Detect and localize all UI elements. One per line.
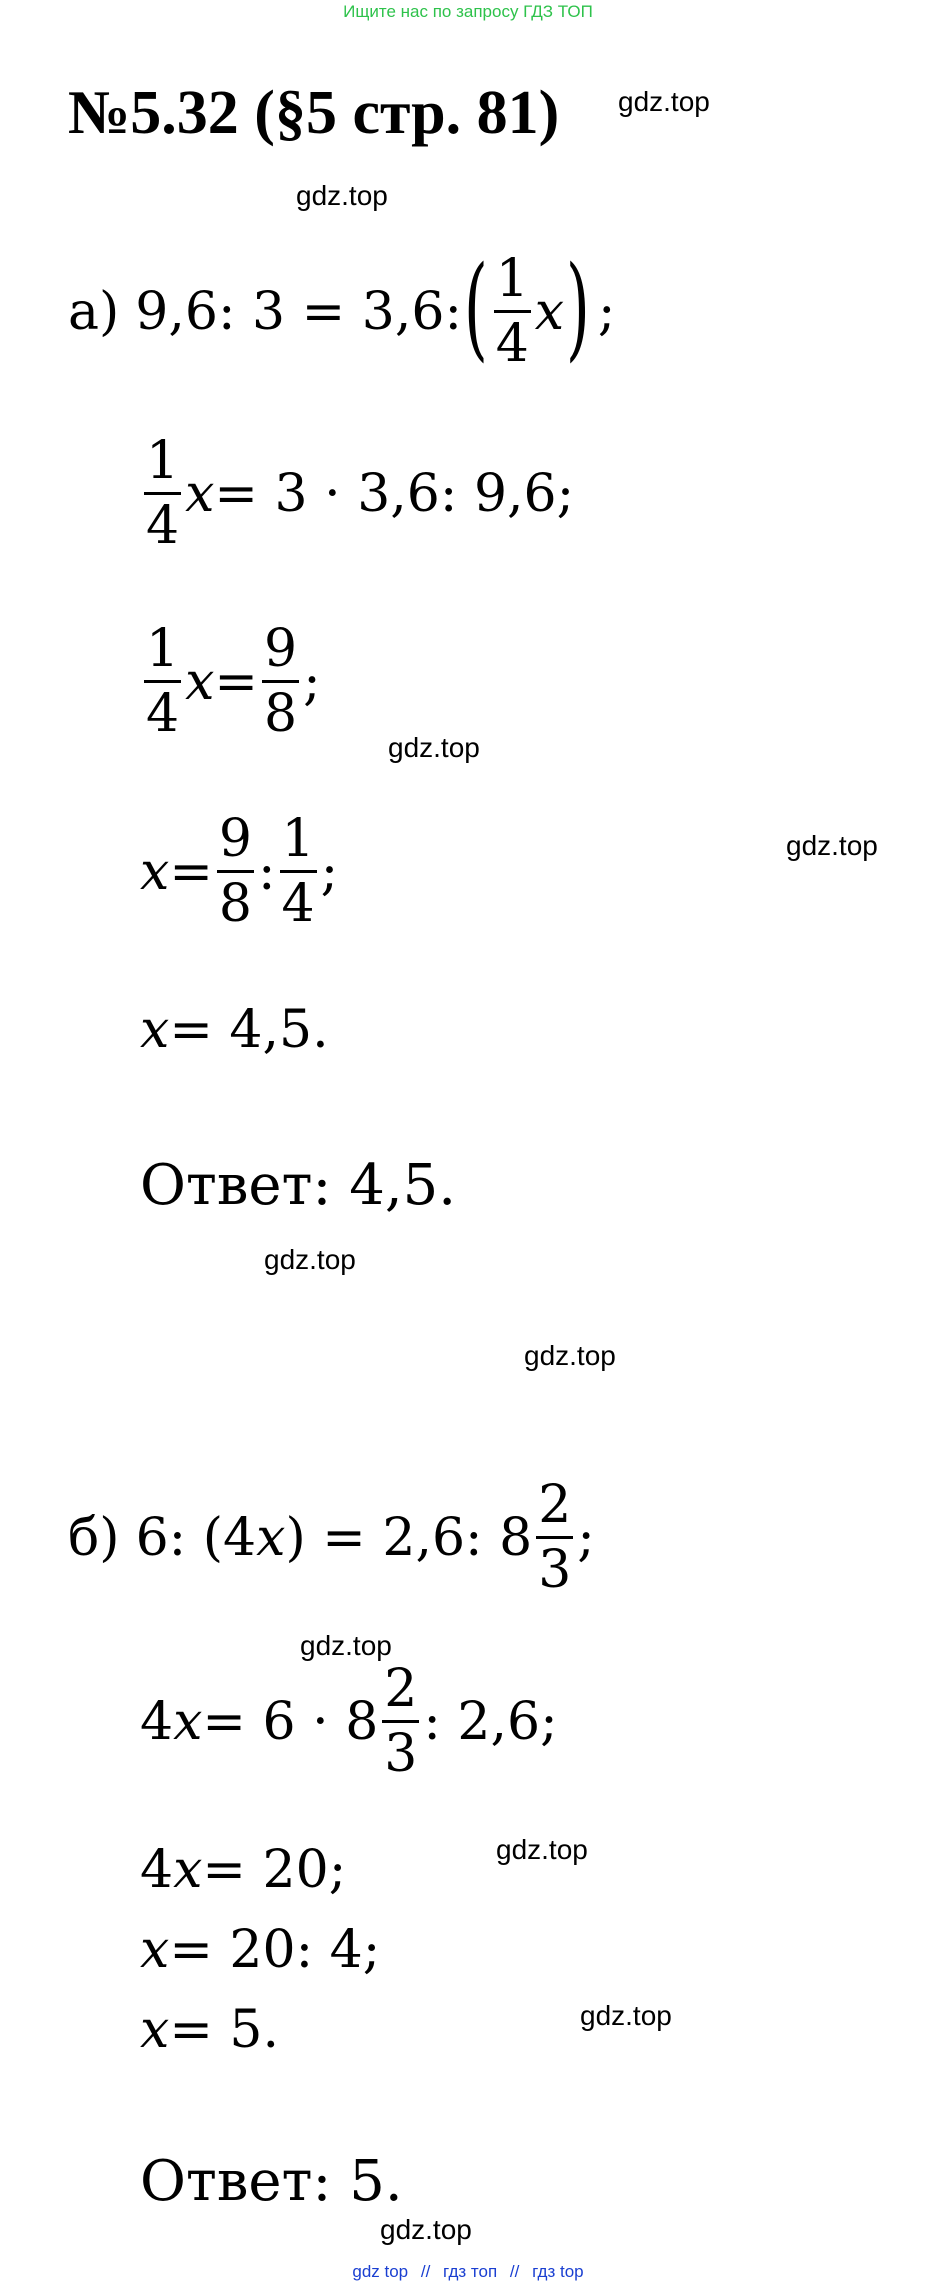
equation-text: : 2,6; <box>423 1691 558 1752</box>
fraction-denominator: 4 <box>146 496 180 556</box>
fraction-numerator: 1 <box>146 619 180 679</box>
equation-text: = 5. <box>169 2000 280 2060</box>
fraction-numerator: 9 <box>218 809 252 869</box>
variable-x: x <box>173 1840 203 1900</box>
equation-text: = 4,5. <box>169 1000 329 1060</box>
fraction <box>382 1658 419 1785</box>
part-a-line-5 <box>140 1000 329 1060</box>
variable-x: x <box>185 651 215 712</box>
footer-separator: // <box>420 2262 431 2281</box>
variable-x: x <box>256 1507 286 1568</box>
equation-text: 9,6: 3 = 3,6: <box>135 281 462 342</box>
footer-link[interactable]: гдз top <box>532 2262 584 2281</box>
watermark: gdz.top <box>580 2000 672 2031</box>
fraction <box>144 618 181 745</box>
footer-link[interactable]: гдз топ <box>443 2262 498 2281</box>
part-a-line-3 <box>140 618 321 745</box>
fraction <box>217 808 254 935</box>
fraction-denominator: 3 <box>384 1724 418 1784</box>
equation-text: = 20; <box>202 1840 347 1900</box>
fraction-numerator: 2 <box>384 1659 418 1719</box>
fraction <box>280 808 317 935</box>
fraction-denominator: 4 <box>281 874 315 934</box>
watermark: gdz.top <box>388 732 480 763</box>
fraction <box>494 248 531 375</box>
part-b-answer: Ответ: 5. <box>140 2149 403 2214</box>
part-a-line-1 <box>68 242 616 375</box>
watermark: gdz.top <box>380 2214 472 2245</box>
equation-text: = <box>214 651 258 712</box>
part-a-answer: Ответ: 4,5. <box>140 1153 457 1218</box>
part-b-line-2 <box>140 1658 558 1785</box>
equation-text: ; <box>577 1507 595 1568</box>
part-b-line-5 <box>140 2000 280 2060</box>
fraction <box>144 430 181 557</box>
part-b-line-3 <box>140 1840 347 1900</box>
open-paren: ( <box>463 242 488 373</box>
watermark: gdz.top <box>496 1834 588 1865</box>
fraction-numerator: 2 <box>538 1475 572 1535</box>
fraction-denominator: 3 <box>538 1540 572 1600</box>
equation-text: ; <box>303 651 321 712</box>
equation-text: ; <box>320 841 339 902</box>
footer-link[interactable]: gdz top <box>352 2262 409 2281</box>
variable-x: x <box>140 841 170 902</box>
watermark: gdz.top <box>300 1630 392 1661</box>
equation-text: ) = 2,6: 8 <box>285 1507 533 1568</box>
fraction <box>262 618 299 745</box>
fraction-numerator: 9 <box>264 619 298 679</box>
watermark: gdz.top <box>264 1244 356 1275</box>
equation-text: 4 <box>140 1840 174 1900</box>
variable-x: x <box>140 1920 170 1980</box>
watermark: gdz.top <box>524 1340 616 1371</box>
variable-x: x <box>173 1691 203 1752</box>
equation-text: = <box>169 841 213 902</box>
equation-text: = 3 · 3,6: 9,6; <box>214 463 575 524</box>
fraction <box>536 1474 573 1601</box>
footer-separator: // <box>509 2262 520 2281</box>
fraction-denominator: 4 <box>495 314 529 374</box>
equation-text: = 6 · 8 <box>202 1691 379 1752</box>
watermark: gdz.top <box>618 86 710 117</box>
part-b-line-1 <box>68 1474 595 1601</box>
equation-text: = 20: 4; <box>169 1920 381 1980</box>
equation-text: ; <box>597 281 616 342</box>
fraction-numerator: 1 <box>146 431 180 491</box>
watermark: gdz.top <box>786 830 878 861</box>
equation-text: 4 <box>140 1691 174 1752</box>
part-a-line-4 <box>140 808 338 935</box>
part-b-line-4 <box>140 1920 381 1980</box>
watermark: gdz.top <box>296 180 388 211</box>
variable-x: x <box>140 2000 170 2060</box>
equation-text: 6: (4 <box>135 1507 257 1568</box>
variable-x: x <box>534 281 565 342</box>
fraction-denominator: 8 <box>264 684 298 744</box>
fraction-denominator: 4 <box>146 684 180 744</box>
fraction-denominator: 8 <box>218 874 252 934</box>
footer-links <box>0 2262 936 2282</box>
fraction-numerator: 1 <box>495 249 529 309</box>
top-banner[interactable]: Ищите нас по запросу ГДЗ ТОП <box>343 2 593 21</box>
page-title: №5.32 (§5 стр. 81) <box>68 79 560 147</box>
fraction-numerator: 1 <box>281 809 315 869</box>
variable-x: x <box>185 463 215 524</box>
variable-x: x <box>140 1000 170 1060</box>
close-paren: ) <box>565 242 590 373</box>
part-a-label: а) <box>68 281 120 342</box>
equation-text: : <box>258 841 276 902</box>
part-b-label: б) <box>68 1507 120 1568</box>
part-a-line-2 <box>140 430 574 557</box>
